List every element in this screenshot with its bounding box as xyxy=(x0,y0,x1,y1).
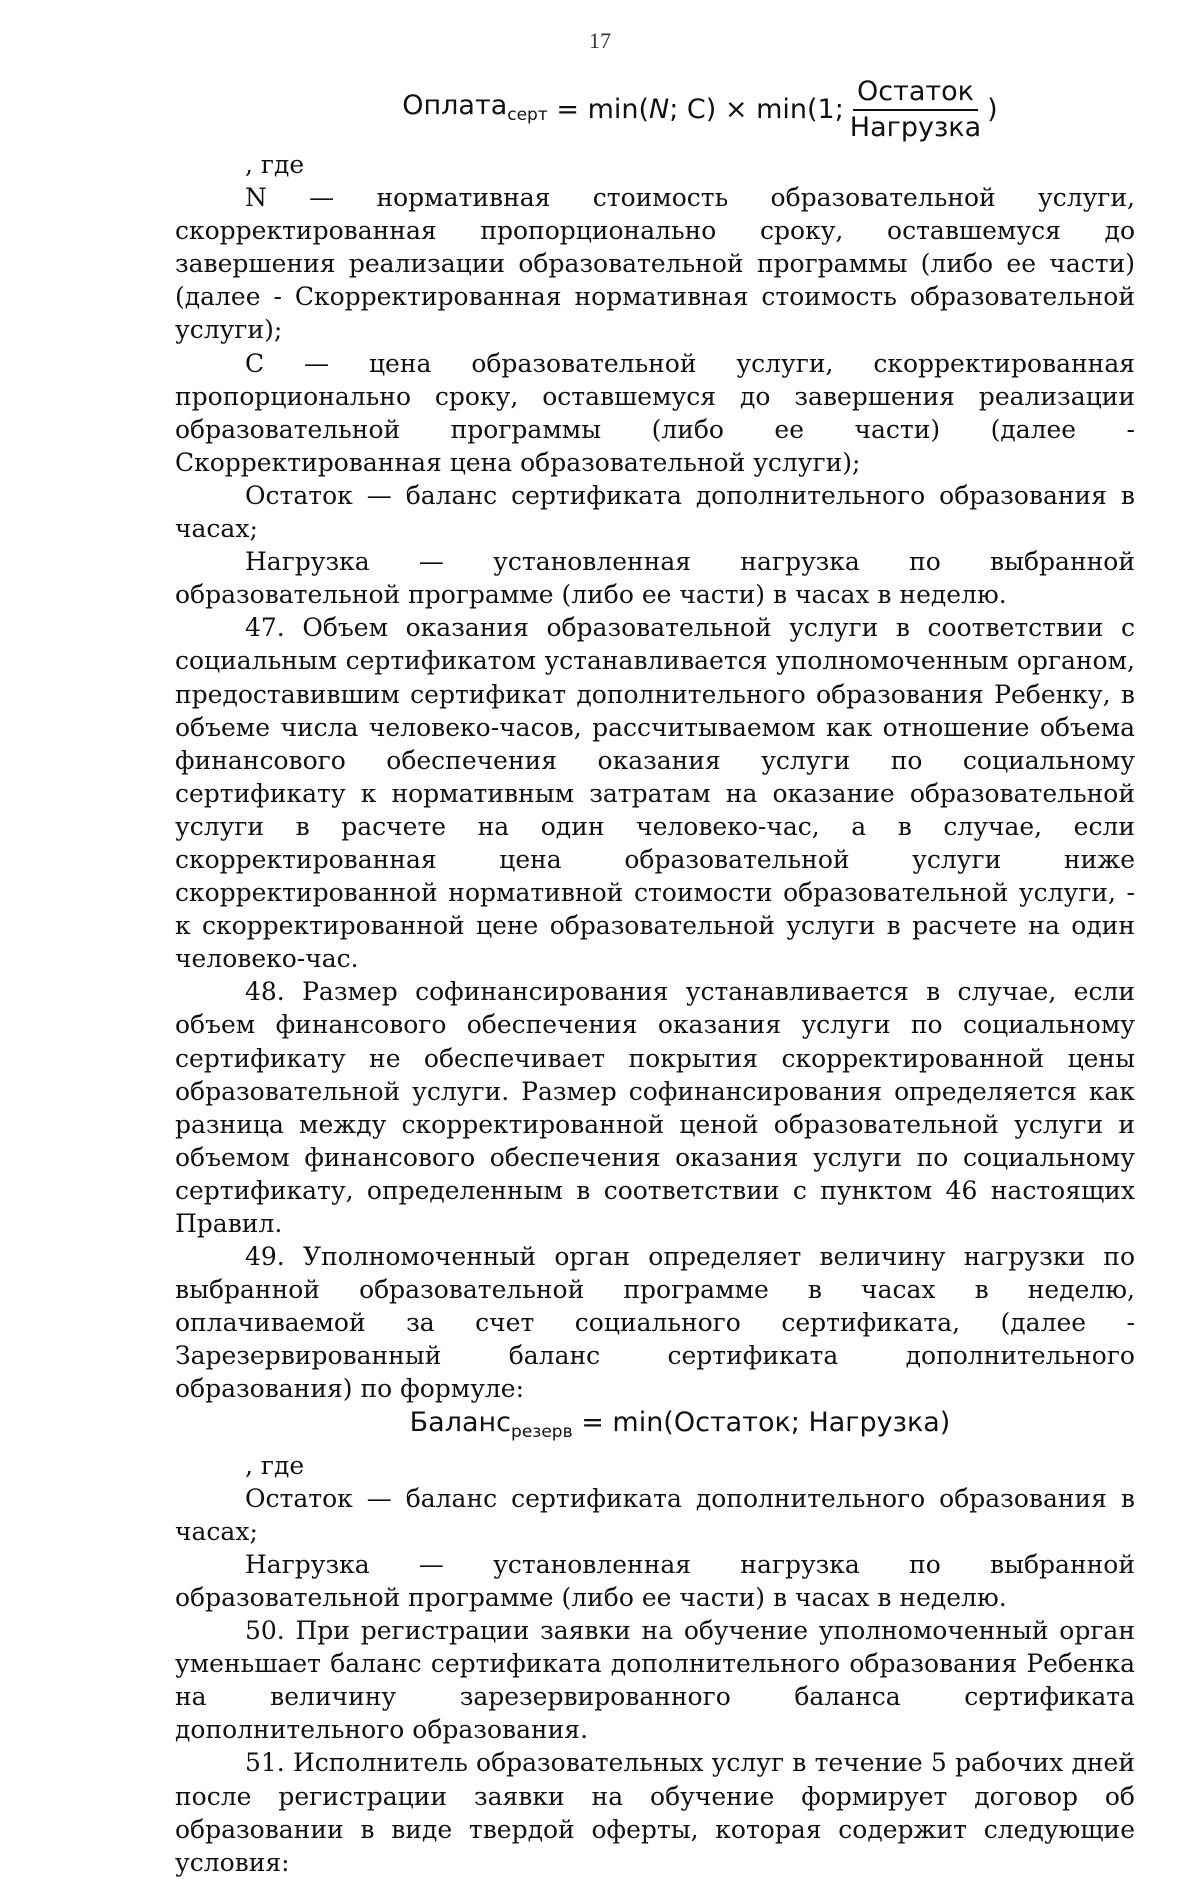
paragraph-49: 49. Уполномоченный орган определяет величину нагрузки по выбранной образовательной программе в часах в неделю, оплачиваемой за счет социального сертификата, (далее - Зарезервированный баланс сертификата дополнительного образования) по формуле: xyxy=(175,1242,1135,1404)
paragraph-50: 50. При регистрации заявки на обучение уполномоченный орган уменьшает баланс сертификата дополнительного образования Ребенка на величину зарезервированного баланса сертификата дополнительного образования. xyxy=(175,1616,1135,1745)
paragraph-c-definition: С — цена образовательной услуги, скорректированная пропорционально сроку, оставшемуся до завершения реализации образовательной программы (либо ее части) (далее - Скорректированная цена образовательной услуги); xyxy=(175,348,1135,477)
where-label-2: , где xyxy=(245,1450,305,1480)
formula-min-rest: ; С) × min(1; xyxy=(669,94,844,125)
formula-equals: = xyxy=(556,94,579,125)
where-label: , где xyxy=(245,150,305,179)
paragraph-load-definition-2: Нагрузка — установленная нагрузка по выбранной образовательной программе (либо ее части) в часах в неделю. xyxy=(175,1549,1135,1612)
paragraph-load-definition: Нагрузка — установленная нагрузка по выбранной образовательной программе (либо ее части) в часах в неделю. xyxy=(175,547,1135,610)
paragraph-remainder-definition: Остаток — баланс сертификата дополнительного образования в часах; xyxy=(175,480,1135,544)
balance-formula: Баланс$_{резерв}$ = min(Остаток; Нагрузка) xyxy=(409,1406,951,1442)
formula-close: ) xyxy=(987,94,998,125)
paragraph-48: 48. Размер софинансирования устанавливается в случае, если объем финансового обеспечения оказания услуги по социальному сертификату не обеспечивает покрытия скорректированной цены образовательной услуги. Размер софинансирования определяется как разница между скорректированной ценой образовательной услуги и объемом финансового обеспечения оказания услуги по социальному сертификату, определенным в соответствии с пунктом 46 настоящих Правил. xyxy=(175,977,1135,1238)
paragraph-remainder-definition-2: Остаток — баланс сертификата дополнительного образования в часах; xyxy=(175,1483,1135,1546)
paragraph-n-definition: N — нормативная стоимость образовательной услуги, скорректированная пропорционально сроку, оставшемуся до завершения реализации образовательной программы (либо ее части) (далее - Скорректированная нормативная стоимость образовательной услуги); xyxy=(175,183,1135,345)
formula-min-n: min( xyxy=(587,94,650,125)
paragraph-51: 51. Исполнитель образовательных услуг в течение 5 рабочих дней после регистрации заявки на обучение формирует договор об образовании в виде твердой оферты, которая содержит следующие условия: xyxy=(175,1748,1135,1877)
fraction-denominator: Нагрузка xyxy=(849,112,982,143)
formula-lhs: Оплата$_{серт}$ xyxy=(402,89,548,125)
page-number: 17 xyxy=(589,28,611,53)
payment-formula xyxy=(175,72,1135,148)
fraction-numerator: Остаток xyxy=(853,76,978,111)
formula-fraction xyxy=(846,76,985,144)
formula-n-symbol: N xyxy=(649,94,670,125)
document-body xyxy=(175,72,1135,1879)
paragraph-47: 47. Объем оказания образовательной услуги в соответствии с социальным сертификатом устанавливается уполномоченным органом, предоставившим сертификат дополнительного образования Ребенку, в объеме числа человеко-часов, рассчитываемом как отношение объема финансового обеспечения оказания услуги по социальному сертификату к нормативным затратам на оказание образовательной услуги в расчете на один человеко-час, а в случае, если скорректированная цена образовательной услуги ниже скорректированной нормативной стоимости образовательной услуги, - к скорректированной цене образовательной услуги в расчете на один человеко-час. xyxy=(175,613,1135,974)
